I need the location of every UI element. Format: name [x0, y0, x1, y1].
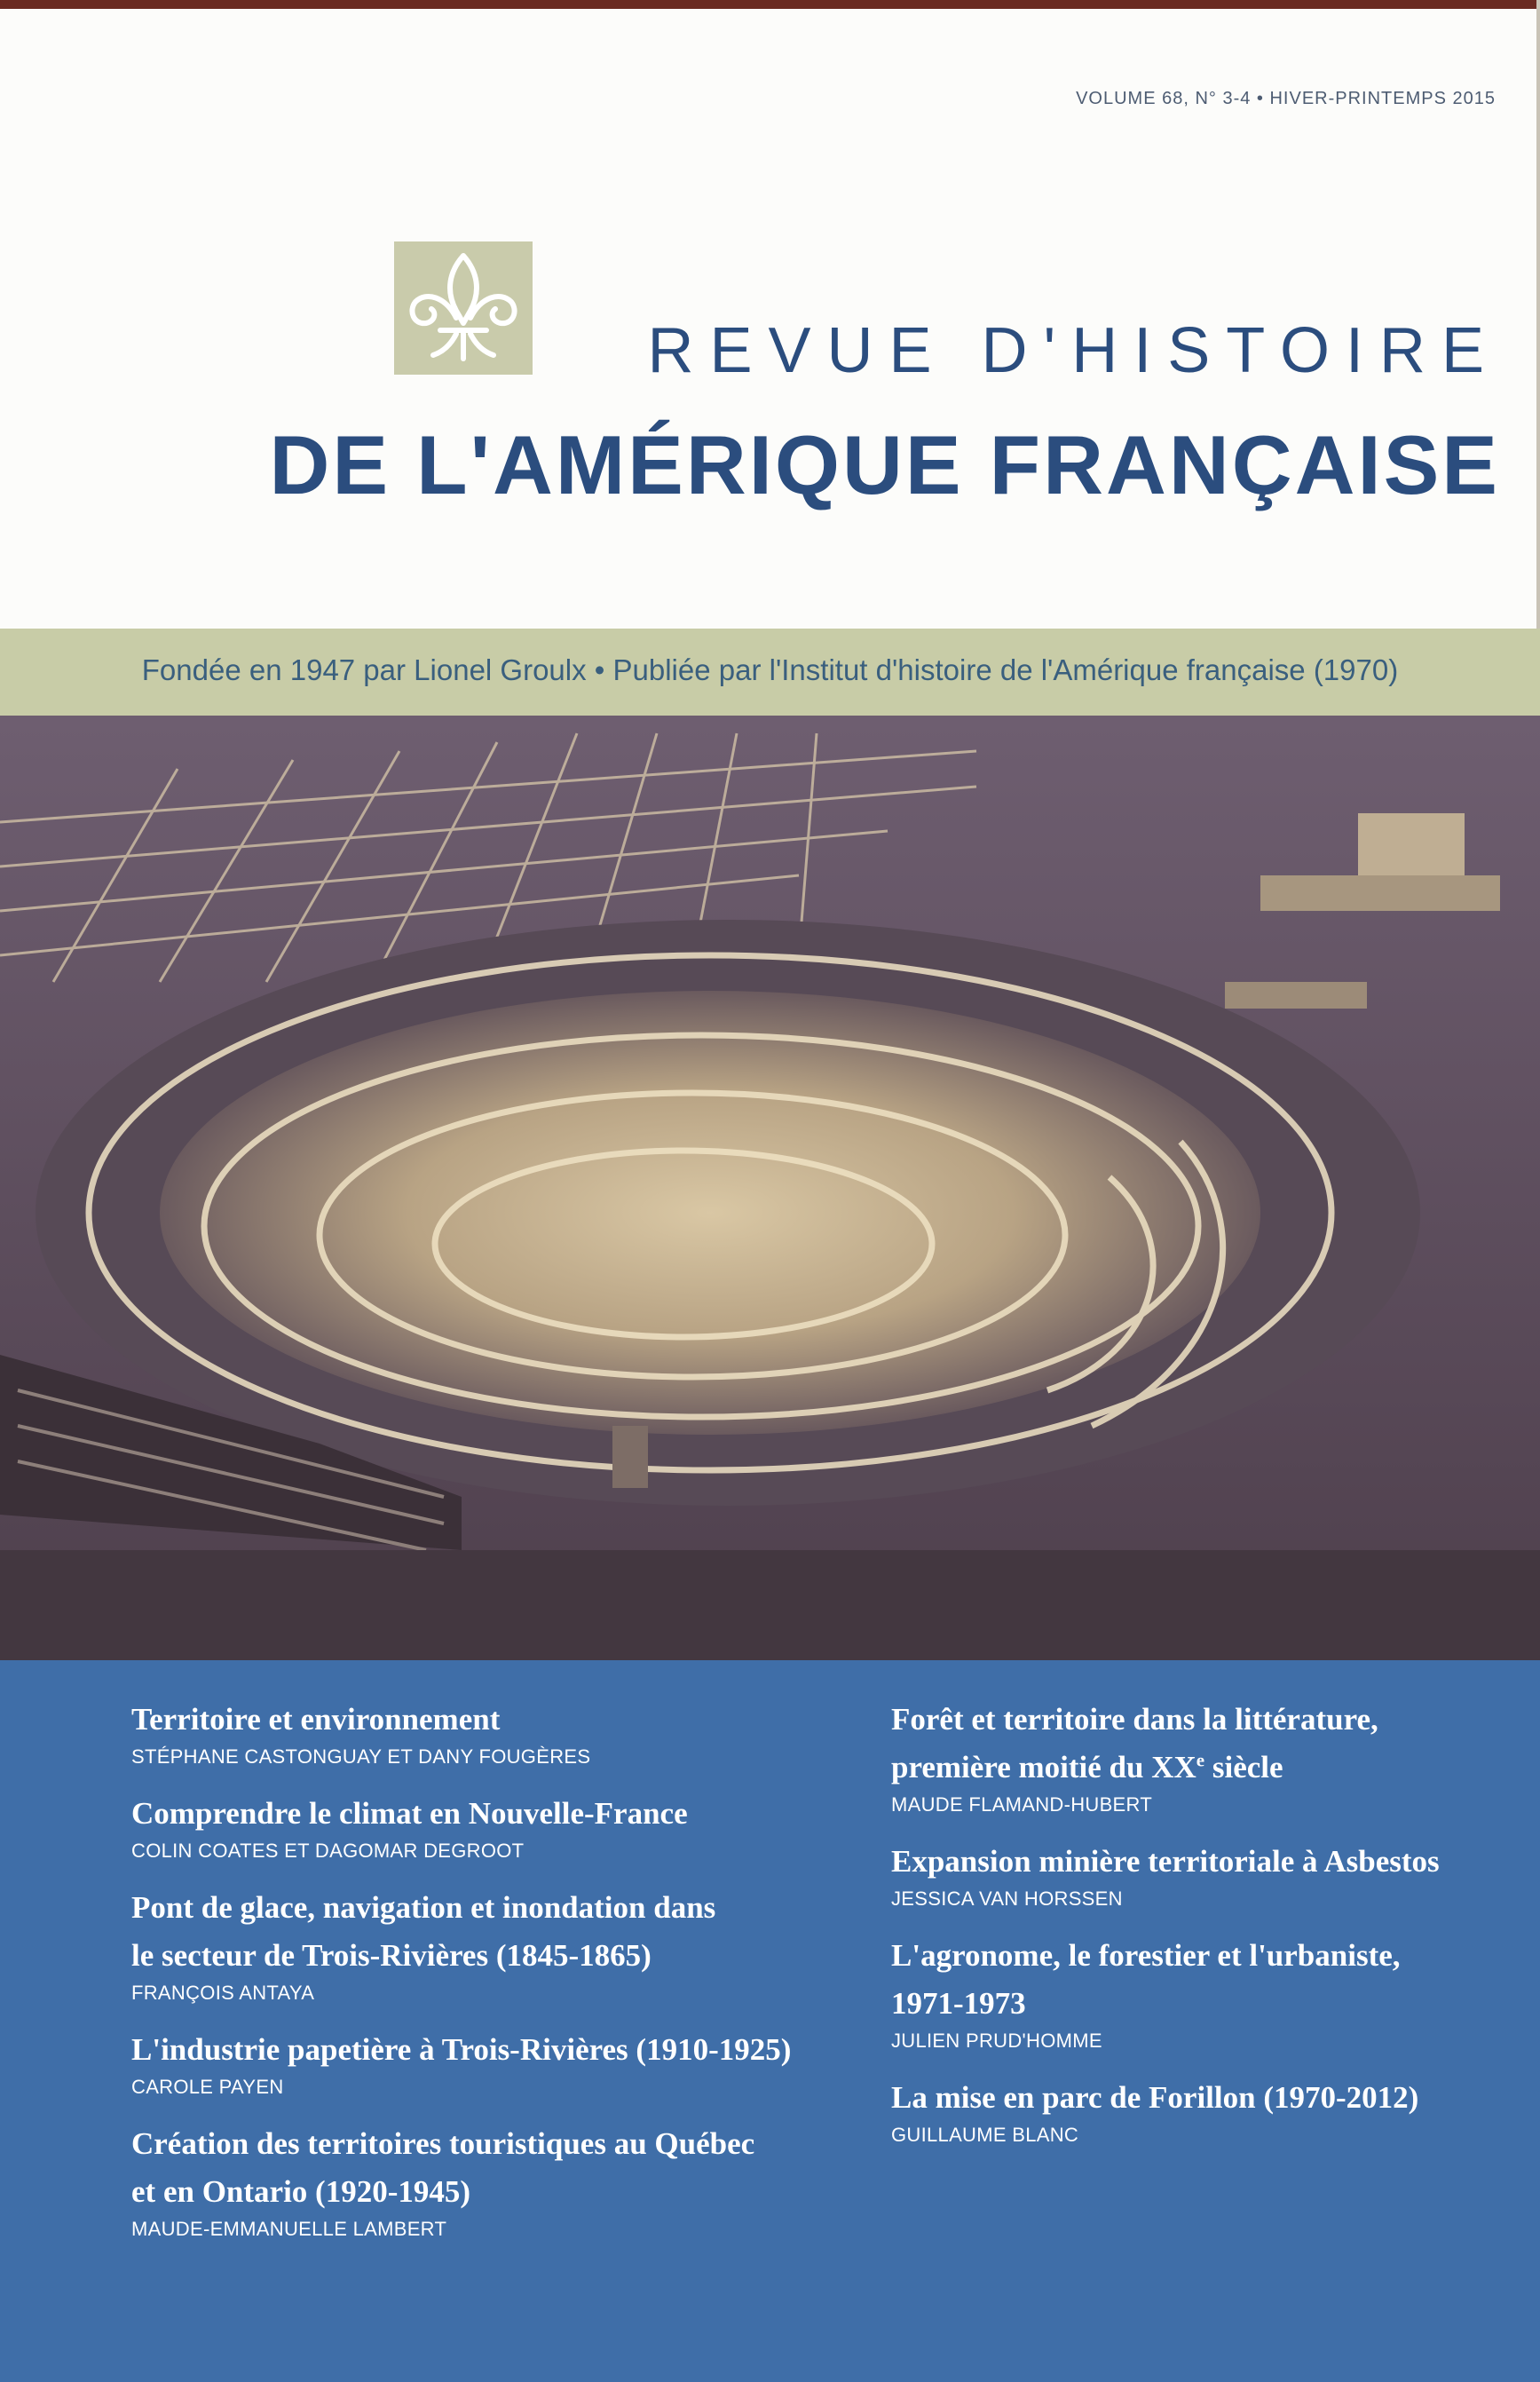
founder-band — [0, 629, 1540, 716]
article-title: Pont de glace, navigation et inondation dans le secteur de Trois-Rivières (1845-1865) — [131, 1890, 716, 1973]
article-author: CAROLE PAYEN — [131, 2076, 284, 2098]
article-title-line-2: première moitié du XX — [891, 1750, 1196, 1785]
cover-photo — [0, 716, 1540, 1660]
masthead-line-1: REVUE D'HISTOIRE — [647, 315, 1500, 386]
contents-entry — [131, 2120, 868, 2241]
founder-text: Fondée en 1947 par Lionel Groulx • Publiée par l'Institut d'histoire de l'Amérique française (1970) — [141, 653, 1399, 686]
contents-entry — [131, 1696, 868, 1769]
contents-right-column — [891, 1696, 1512, 2168]
article-title: La mise en parc de Forillon (1970-2012) — [891, 2080, 1419, 2115]
article-author: JULIEN PRUD'HOMME — [891, 2030, 1102, 2052]
contents-entry — [131, 1884, 868, 2005]
article-author: MAUDE-EMMANUELLE LAMBERT — [131, 2218, 447, 2240]
article-title: Création des territoires touristiques au Québec et en Ontario (1920-1945) — [131, 2126, 755, 2209]
contents-entry — [131, 2026, 868, 2099]
contents-left-column — [131, 1696, 868, 2262]
article-title: Territoire et environnement — [131, 1702, 501, 1737]
masthead-line-2: DE L'AMÉRIQUE FRANÇAISE — [269, 418, 1500, 511]
contents-entry — [131, 1790, 868, 1863]
article-title-line-1: Forêt et territoire dans la littérature, — [891, 1702, 1378, 1737]
article-author: STÉPHANE CASTONGUAY ET DANY FOUGÈRES — [131, 1745, 591, 1768]
article-title-line-2-end: siècle — [1204, 1750, 1283, 1785]
article-title: Expansion minière territoriale à Asbestos — [891, 1844, 1440, 1879]
article-title: L'industrie papetière à Trois-Rivières (1910-1925) — [131, 2032, 792, 2067]
contents-entry — [891, 1932, 1512, 2053]
article-author: MAUDE FLAMAND-HUBERT — [891, 1793, 1153, 1816]
article-author: JESSICA VAN HORSSEN — [891, 1887, 1123, 1910]
contents-entry — [891, 1696, 1512, 1816]
article-title — [891, 1696, 1512, 1792]
top-edge — [0, 0, 1540, 9]
table-of-contents — [0, 1660, 1540, 2382]
issue-info: VOLUME 68, N° 3-4 • HIVER-PRINTEMPS 2015 — [1076, 89, 1496, 108]
article-title: L'agronome, le forestier et l'urbaniste, 1971-1973 — [891, 1938, 1401, 2021]
article-title: Comprendre le climat en Nouvelle-France — [131, 1796, 688, 1831]
article-author: FRANÇOIS ANTAYA — [131, 1982, 315, 2004]
fleur-de-lis-icon — [394, 241, 533, 375]
article-author: GUILLAUME BLANC — [891, 2124, 1079, 2146]
contents-entry — [891, 2074, 1512, 2147]
article-author: COLIN COATES ET DAGOMAR DEGROOT — [131, 1840, 525, 1862]
contents-entry — [891, 1838, 1512, 1911]
superscript-e: e — [1196, 1749, 1205, 1771]
